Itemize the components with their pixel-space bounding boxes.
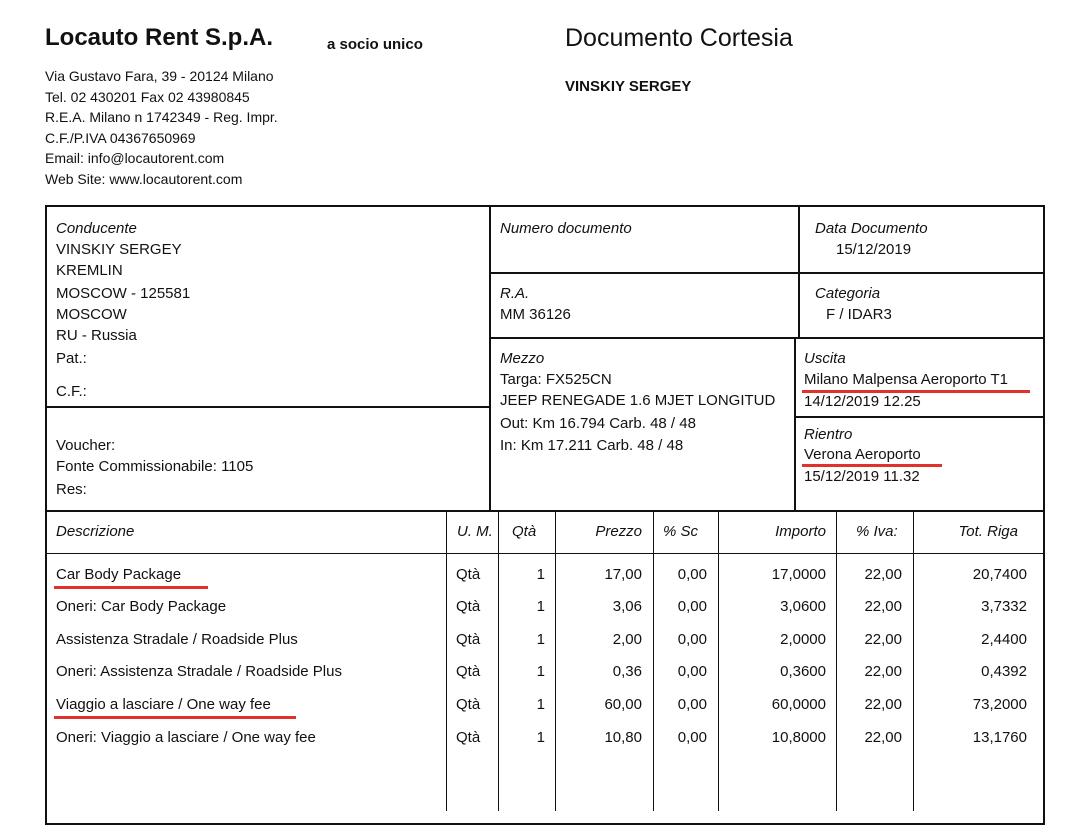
cell-qta: 1 — [536, 729, 545, 746]
data-documento-value: 15/12/2019 — [836, 241, 912, 258]
cell-sconto: 0,00 — [677, 663, 707, 680]
divider — [490, 337, 1045, 339]
col-divider — [836, 511, 837, 811]
fonte-commissionabile: Fonte Commissionabile: 1105 — [56, 458, 254, 475]
driver-city: MOSCOW — [56, 306, 127, 323]
phone-line: Tel. 02 430201 Fax 02 43980845 — [45, 88, 250, 105]
address-line: Via Gustavo Fara, 39 - 20124 Milano — [45, 68, 274, 84]
col-divider — [555, 511, 556, 811]
rea-line: R.E.A. Milano n 1742349 - Reg. Impr. — [45, 109, 278, 125]
cell-qta: 1 — [536, 566, 545, 583]
col-header-um: U. M. — [457, 523, 493, 540]
driver-name: VINSKIY SERGEY — [56, 241, 182, 258]
cell-importo: 10,8000 — [771, 729, 826, 746]
uscita-label: Uscita — [804, 350, 846, 367]
cell-iva: 22,00 — [864, 663, 902, 680]
website-line: Web Site: www.locautorent.com — [45, 170, 243, 187]
cell-sconto: 0,00 — [677, 631, 707, 648]
divider — [45, 510, 1045, 512]
driver-country: RU - Russia — [56, 327, 137, 344]
cell-descrizione: Oneri: Assistenza Stradale / Roadside Plus — [56, 663, 342, 680]
col-divider — [498, 511, 499, 811]
col-header-tot-riga: Tot. Riga — [958, 523, 1018, 540]
cell-tot-riga: 73,2000 — [972, 696, 1027, 713]
data-documento-label: Data Documento — [815, 220, 928, 237]
cell-um: Qtà — [456, 598, 481, 615]
res-label: Res: — [56, 481, 87, 498]
cell-um: Qtà — [456, 631, 481, 648]
driver-street: KREMLIN — [56, 262, 123, 279]
ra-value: MM 36126 — [500, 306, 571, 323]
ra-label: R.A. — [500, 285, 530, 302]
cell-qta: 1 — [536, 696, 545, 713]
document-title: Documento Cortesia — [565, 24, 793, 52]
targa: Targa: FX525CN — [500, 371, 612, 388]
cell-qta: 1 — [536, 631, 545, 648]
cell-descrizione: Oneri: Viaggio a lasciare / One way fee — [56, 729, 316, 746]
rientro-label: Rientro — [804, 426, 853, 443]
cell-descrizione: Car Body Package — [56, 566, 182, 583]
col-header-importo: Importo — [775, 523, 826, 540]
cell-sconto: 0,00 — [677, 729, 707, 746]
socio-unico-label: a socio unico — [327, 36, 423, 53]
cell-importo: 17,0000 — [771, 566, 826, 583]
vehicle-model: JEEP RENEGADE 1.6 MJET LONGITUD — [500, 392, 776, 409]
cell-importo: 3,0600 — [780, 598, 826, 615]
email-line: Email: info@locautorent.com — [45, 150, 225, 166]
conducente-label: Conducente — [56, 220, 137, 237]
cell-prezzo: 10,80 — [604, 729, 642, 746]
cell-descrizione: Assistenza Stradale / Roadside Plus — [56, 631, 298, 648]
col-header-iva: % Iva: — [856, 523, 898, 540]
cell-iva: 22,00 — [864, 566, 902, 583]
cell-importo: 0,3600 — [780, 663, 826, 680]
cell-importo: 60,0000 — [771, 696, 826, 713]
cell-tot-riga: 2,4400 — [981, 631, 1027, 648]
pat-label: Pat.: — [56, 350, 87, 367]
cell-descrizione: Oneri: Car Body Package — [56, 598, 227, 615]
cell-um: Qtà — [456, 729, 481, 746]
cell-iva: 22,00 — [864, 729, 902, 746]
divider — [490, 272, 1045, 274]
divider — [45, 406, 490, 408]
cell-um: Qtà — [456, 566, 481, 583]
cell-prezzo: 0,36 — [612, 663, 642, 680]
divider — [795, 416, 1045, 418]
col-divider — [446, 511, 447, 811]
col-divider — [913, 511, 914, 811]
cell-tot-riga: 0,4392 — [981, 663, 1027, 680]
cell-tot-riga: 3,7332 — [981, 598, 1027, 615]
underline-annotation — [54, 586, 208, 589]
km-out: Out: Km 16.794 Carb. 48 / 48 — [500, 415, 696, 432]
cf-label: C.F.: — [56, 383, 87, 400]
categoria-value: F / IDAR3 — [826, 306, 892, 323]
vat-line: C.F./P.IVA 04367650969 — [45, 129, 196, 146]
cell-prezzo: 17,00 — [604, 566, 642, 583]
driver-city-zip: MOSCOW - 125581 — [56, 285, 191, 302]
col-divider — [718, 511, 719, 811]
cell-prezzo: 60,00 — [604, 696, 642, 713]
cell-iva: 22,00 — [864, 598, 902, 615]
voucher-label: Voucher: — [56, 437, 116, 454]
cell-sconto: 0,00 — [677, 696, 707, 713]
uscita-datetime: 14/12/2019 12.25 — [804, 393, 921, 410]
mezzo-label: Mezzo — [500, 350, 545, 367]
underline-annotation — [54, 716, 296, 719]
divider — [794, 338, 796, 511]
cell-qta: 1 — [536, 663, 545, 680]
km-in: In: Km 17.211 Carb. 48 / 48 — [500, 437, 684, 454]
company-address — [45, 66, 278, 189]
cell-importo: 2,0000 — [780, 631, 826, 648]
cell-tot-riga: 13,1760 — [972, 729, 1027, 746]
divider — [489, 205, 491, 511]
rientro-place: Verona Aeroporto — [804, 446, 921, 463]
rientro-datetime: 15/12/2019 11.32 — [804, 468, 920, 485]
cell-sconto: 0,00 — [677, 566, 707, 583]
col-header-descrizione: Descrizione — [56, 523, 135, 540]
cell-iva: 22,00 — [864, 631, 902, 648]
customer-name: VINSKIY SERGEY — [565, 78, 692, 95]
cell-um: Qtà — [456, 663, 481, 680]
uscita-place: Milano Malpensa Aeroporto T1 — [804, 371, 1009, 388]
numero-documento-label: Numero documento — [500, 220, 632, 237]
table-header-divider — [45, 553, 1045, 554]
cell-tot-riga: 20,7400 — [972, 566, 1027, 583]
company-name: Locauto Rent S.p.A. — [45, 24, 273, 51]
col-header-prezzo: Prezzo — [595, 523, 642, 540]
underline-annotation — [802, 464, 942, 467]
col-header-qta: Qtà — [512, 523, 537, 540]
cell-prezzo: 3,06 — [612, 598, 642, 615]
cell-prezzo: 2,00 — [612, 631, 642, 648]
col-header-sconto: % Sc — [663, 523, 699, 540]
cell-sconto: 0,00 — [677, 598, 707, 615]
cell-qta: 1 — [536, 598, 545, 615]
col-divider — [653, 511, 654, 811]
cell-um: Qtà — [456, 696, 481, 713]
cell-iva: 22,00 — [864, 696, 902, 713]
cell-descrizione: Viaggio a lasciare / One way fee — [56, 696, 271, 713]
categoria-label: Categoria — [815, 285, 881, 302]
